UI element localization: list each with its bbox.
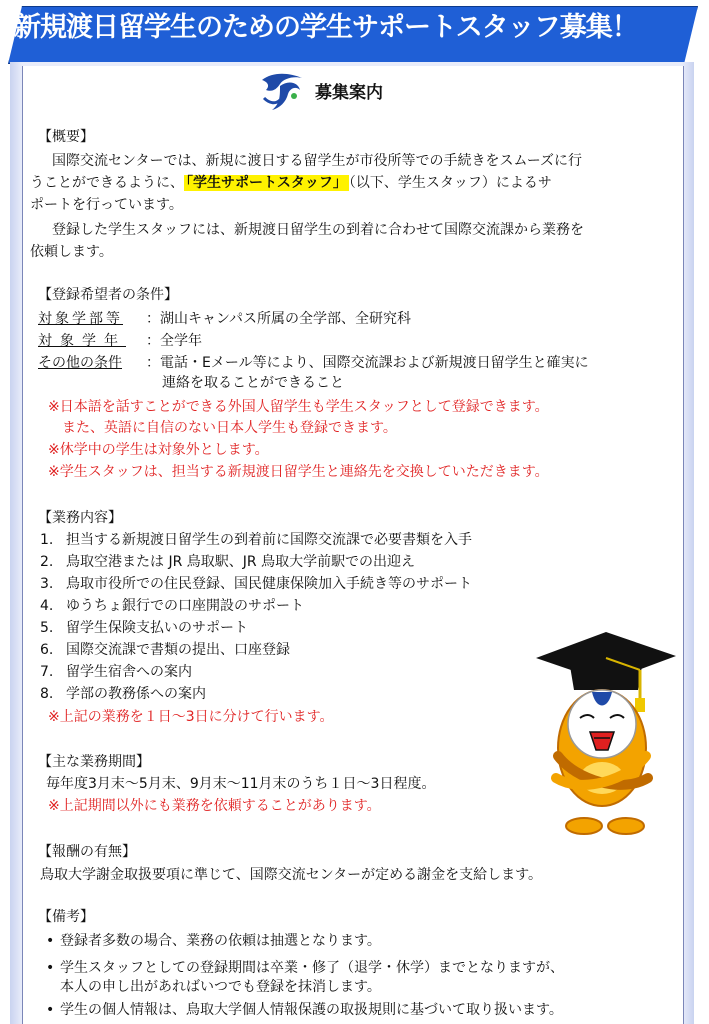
condition-note: ※学生スタッフは、担当する新規渡日留学生と連絡先を交換していただきます。 [48,464,549,480]
remark-text: 学生の個人情報は、鳥取大学個人情報保護の取扱規則に基づいて取り扱います。 [60,1002,563,1018]
condition-label: その他の条件 [38,355,122,371]
bullet-icon: • [46,933,55,949]
duty-number: 7. [40,664,54,680]
duty-text: 鳥取市役所での住民登録、国民健康保険加入手続き等のサポート [66,576,472,592]
overview-p2-line1: 登録した学生スタッフには、新規渡日留学生の到着に合わせて国際交流課から業務を [38,222,584,238]
bullet-icon: • [46,960,55,976]
condition-label: 対象学年 [38,333,126,349]
condition-continuation: 連絡を取ることができること [162,375,344,391]
highlighted-term: 「学生サポートスタッフ」 [186,175,347,191]
remark-text: 学生スタッフとしての登録期間は卒業・修了（退学・休学）までとなりますが、 [60,960,564,976]
duty-text: 留学生宿舎への案内 [66,664,192,680]
condition-note: また、英語に自信のない日本人学生も登録できます。 [48,420,397,436]
condition-value: ：全学年 [146,333,202,349]
duty-text: 学部の教務係への案内 [66,686,206,702]
overview-p1-line1: 国際交流センターでは、新規に渡日する留学生が市役所等での手続きをスムーズに行 [38,153,583,169]
duty-text: 鳥取空港または JR 鳥取駅、JR 鳥取大学前駅での出迎え [66,554,416,570]
page-title: 新規渡日留学生のための学生サポートスタッフ募集！ [14,12,638,43]
duty-text: ゆうちょ銀行での口座開設のサポート [66,598,304,614]
duty-text: 担当する新規渡日留学生の到着前に国際交流課で必要書類を入手 [66,532,472,548]
condition-row [38,308,411,330]
condition-value: ：電話・Eメール等により、国際交流課および新規渡日留学生と確実に [146,355,589,371]
overview-p1-line2 [30,172,552,194]
reward-text: 鳥取大学謝金取扱要項に準じて、国際交流センターが定める謝金を支給します。 [40,867,543,883]
overview-heading: 【概要】 [38,129,94,145]
duty-item [40,551,415,573]
period-heading: 【主な業務期間】 [38,754,150,770]
condition-note: ※日本語を話すことができる外国人留学生も学生スタッフとして登録できます。 [48,399,549,415]
remark-continuation: 本人の申し出があればいつでも登録を抹消します。 [60,979,381,995]
condition-note: ※休学中の学生は対象外とします。 [48,442,269,458]
duty-number: 5. [40,620,54,636]
conditions-heading: 【登録希望者の条件】 [38,287,178,303]
period-text: 毎年度3月末～5月末、9月末～11月末のうち１日～3日程度。 [46,776,436,792]
duty-number: 8. [40,686,54,702]
condition-row [38,330,202,352]
remark-item [46,999,563,1021]
duty-number: 6. [40,642,54,658]
overview-p2-line2: 依頼します。 [30,244,113,260]
overview-p1-line2-post: （以下、学生スタッフ）によるサ [348,175,552,191]
duties-heading: 【業務内容】 [38,510,122,526]
duty-number: 3. [40,576,54,592]
duty-text: 国際交流課で書類の提出、口座登録 [66,642,290,658]
reward-heading: 【報酬の有無】 [38,844,136,860]
overview-p1-line2-pre: うことができるように、 [30,175,184,191]
duties-note: ※上記の業務を１日～3日に分けて行います。 [48,709,334,725]
university-logo-icon [258,70,306,114]
duty-item [40,639,290,661]
section-subtitle: 募集案内 [315,83,383,103]
condition-label: 対象学部等 [38,311,123,327]
period-note: ※上記期間以外にも業務を依頼することがあります。 [48,798,381,814]
duty-text: 留学生保険支払いのサポート [66,620,248,636]
remarks-heading: 【備考】 [38,909,94,925]
duty-number: 2. [40,554,54,570]
mascot-graduation-bird-image [530,628,680,846]
duty-item [40,683,206,705]
condition-value: ：湖山キャンパス所属の全学部、全研究科 [146,311,412,327]
duty-number: 4. [40,598,54,614]
duty-item [40,617,248,639]
remark-item [46,930,381,952]
duty-item [40,595,304,617]
remark-text: 登録者多数の場合、業務の依頼は抽選となります。 [60,933,381,949]
bullet-icon: • [46,1002,55,1018]
overview-p1-line3: ポートを行っています。 [30,197,183,213]
duty-item [40,661,192,683]
duty-number: 1. [40,532,54,548]
duty-item [40,529,472,551]
duty-item [40,573,472,595]
condition-row [38,352,589,374]
